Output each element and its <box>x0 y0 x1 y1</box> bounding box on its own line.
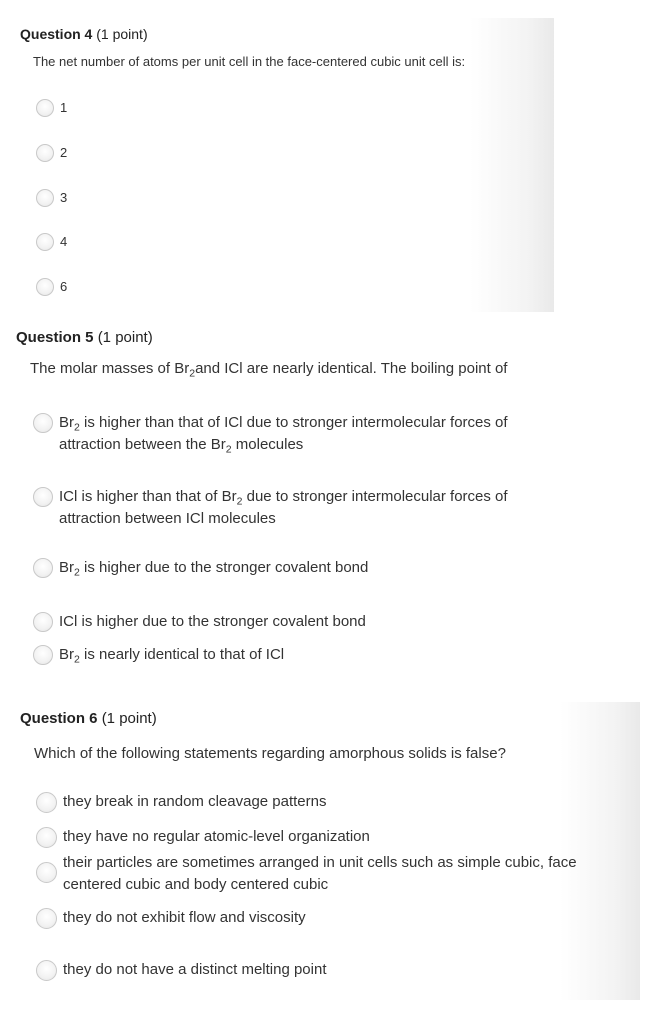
q6-option-4-label: they do not exhibit flow and viscosity <box>63 909 306 926</box>
q5-points: (1 point) <box>97 329 153 346</box>
q5-o1-b: is higher than that of ICl due to stronger intermolecular forces of <box>79 414 508 431</box>
q5-o2-c: attraction between ICl molecules <box>59 510 276 527</box>
q5-o5-a: Br <box>59 646 74 663</box>
q6-panel-shade <box>560 702 640 1000</box>
q6-radio-3[interactable] <box>36 862 57 883</box>
q6-radio-2[interactable] <box>36 827 57 848</box>
q4-option-5[interactable] <box>36 278 67 296</box>
q4-radio-4[interactable] <box>36 233 54 251</box>
q5-radio-2[interactable] <box>33 487 53 507</box>
q4-points: (1 point) <box>96 26 148 42</box>
q5-o1-a: Br <box>59 414 74 431</box>
q5-o3-sub: 2 <box>74 566 80 579</box>
q6-title <box>20 710 157 727</box>
q6-option-1-label: they break in random cleavage patterns <box>63 793 327 810</box>
q5-o2-sub: 2 <box>236 495 243 508</box>
q5-option-5[interactable] <box>33 644 284 666</box>
q6-option-1[interactable] <box>36 791 327 813</box>
q4-option-2[interactable] <box>36 144 67 162</box>
q5-option-3[interactable] <box>33 557 368 579</box>
q4-radio-1[interactable] <box>36 99 54 117</box>
q4-title <box>20 26 148 42</box>
q4-radio-2[interactable] <box>36 144 54 162</box>
q5-o2-a: ICl is higher than that of Br <box>59 488 237 505</box>
q4-option-2-label: 2 <box>60 145 68 160</box>
q5-text-part-a: The molar masses of Br <box>30 360 190 377</box>
q4-option-3[interactable] <box>36 189 67 207</box>
q6-o3-b: centered cubic and body centered cubic <box>63 876 329 893</box>
q5-option-3-label <box>59 557 368 579</box>
q4-option-1-label: 1 <box>60 100 68 115</box>
q6-option-5[interactable] <box>36 959 327 981</box>
q6-option-2-label: they have no regular atomic-level organization <box>63 828 370 845</box>
q6-option-3-label <box>63 852 577 896</box>
q6-radio-4[interactable] <box>36 908 57 929</box>
q5-radio-1[interactable] <box>33 413 53 433</box>
q5-text <box>30 360 508 380</box>
q6-option-5-label: they do not have a distinct melting point <box>63 961 327 978</box>
q5-o3-b: is higher due to the stronger covalent bond <box>79 559 369 576</box>
q5-title <box>16 329 153 346</box>
q5-o3-a: Br <box>59 559 74 576</box>
q4-panel-shade <box>470 18 554 312</box>
q5-option-2-label <box>59 486 508 530</box>
q5-option-4[interactable] <box>33 611 366 633</box>
q4-option-3-label: 3 <box>60 190 68 205</box>
q5-option-4-label: ICl is higher due to the stronger covalent bond <box>59 613 366 630</box>
q4-option-4[interactable] <box>36 233 67 251</box>
q5-option-2[interactable] <box>33 486 508 530</box>
q4-radio-3[interactable] <box>36 189 54 207</box>
q5-o5-b: is nearly identical to that of ICl <box>79 646 285 663</box>
q5-o1-d: molecules <box>231 436 304 453</box>
q4-title-number: Question 4 <box>20 26 93 42</box>
q5-option-1-label <box>59 412 508 456</box>
q5-text-subscript: 2 <box>189 367 196 380</box>
q5-radio-5[interactable] <box>33 645 53 665</box>
q6-radio-5[interactable] <box>36 960 57 981</box>
q5-radio-3[interactable] <box>33 558 53 578</box>
q4-text: The net number of atoms per unit cell in the face-centered cubic unit cell is: <box>33 54 466 69</box>
q5-option-1[interactable] <box>33 412 508 456</box>
q5-option-5-label <box>59 644 284 666</box>
q5-o1-sub2: 2 <box>225 443 232 456</box>
q4-radio-5[interactable] <box>36 278 54 296</box>
q6-option-4[interactable] <box>36 907 306 929</box>
q4-option-5-label: 6 <box>60 279 68 294</box>
q6-option-2[interactable] <box>36 826 370 848</box>
q6-radio-1[interactable] <box>36 792 57 813</box>
q5-title-number: Question 5 <box>16 329 94 346</box>
q5-radio-4[interactable] <box>33 612 53 632</box>
q5-text-part-b: and ICl are nearly identical. The boiling point of <box>195 360 508 377</box>
q6-option-3[interactable] <box>36 852 577 896</box>
q6-points: (1 point) <box>101 710 157 727</box>
q6-text: Which of the following statements regarding amorphous solids is false? <box>34 745 506 762</box>
q4-option-4-label: 4 <box>60 234 68 249</box>
q6-title-number: Question 6 <box>20 710 98 727</box>
q5-o1-c: attraction between the Br <box>59 436 226 453</box>
q6-o3-a: their particles are sometimes arranged in unit cells such as simple cubic, face <box>63 854 577 871</box>
q5-o1-sub: 2 <box>74 421 80 434</box>
q4-option-1[interactable] <box>36 99 67 117</box>
q5-o5-sub: 2 <box>74 653 80 666</box>
q5-o2-b: due to stronger intermolecular forces of <box>242 488 508 505</box>
